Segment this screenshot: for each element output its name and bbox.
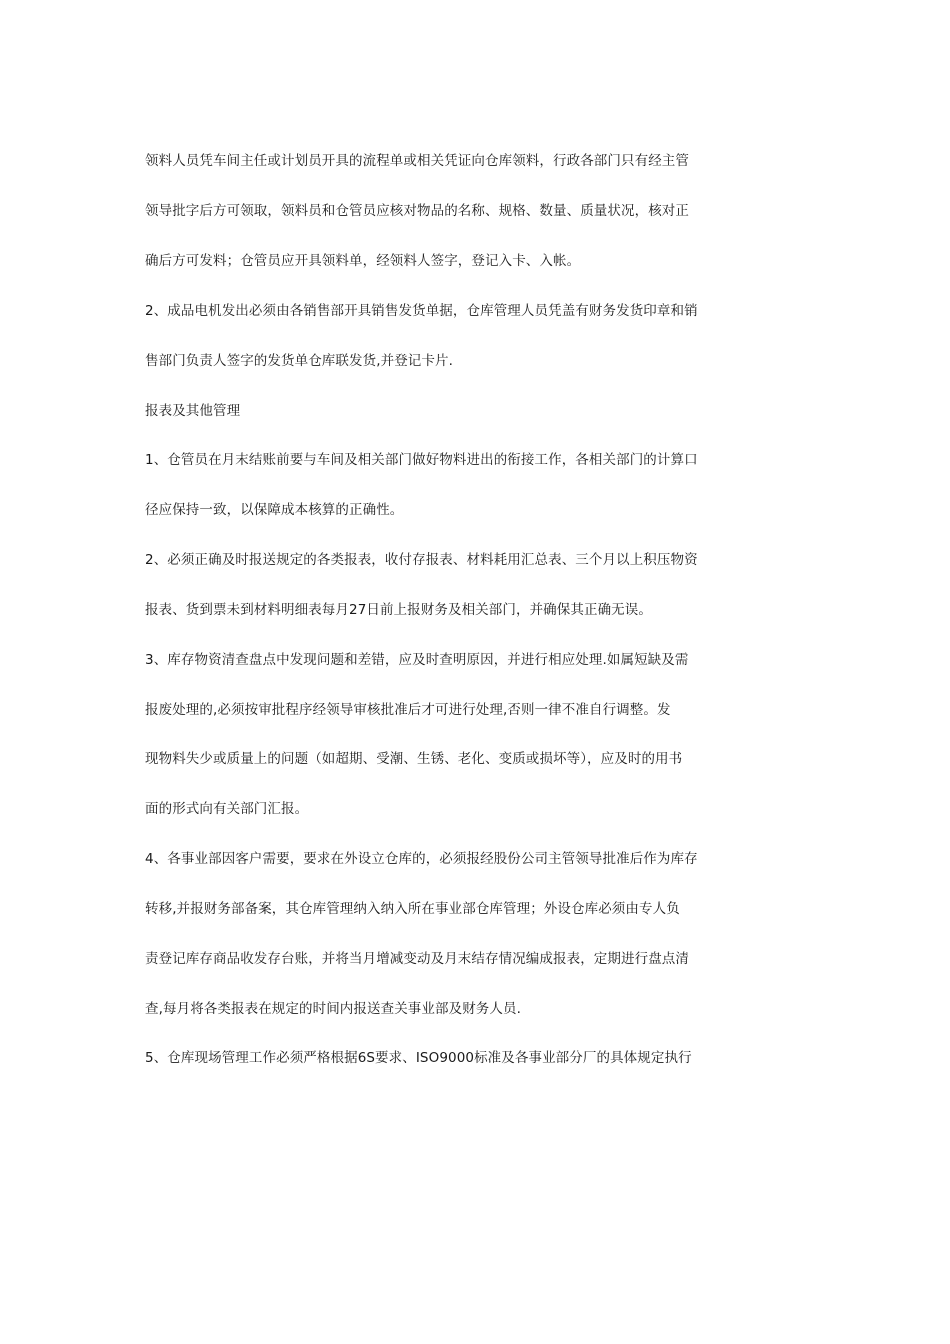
text-line: 领导批字后方可领取，领料员和仓管员应核对物品的名称、规格、数量、质量状况，核对正 — [145, 203, 689, 219]
text-line: 4、各事业部因客户需要，要求在外设立仓库的，必须报经股份公司主管领导批准后作为库存 — [145, 851, 698, 867]
text-line: 领料人员凭车间主任或计划员开具的流程单或相关凭证向仓库领料，行政各部门只有经主管 — [145, 153, 689, 169]
text-line: 2、必须正确及时报送规定的各类报表，收付存报表、材料耗用汇总表、三个月以上积压物资 — [145, 552, 698, 568]
text-line: 径应保持一致，以保障成本核算的正确性。 — [145, 502, 404, 518]
text-line: 报废处理的,必须按审批程序经领导审核批准后才可进行处理,否则一律不准自行调整。发 — [145, 702, 671, 718]
text-line: 确后方可发料；仓管员应开具领料单，经领料人签字，登记入卡、入帐。 — [145, 253, 581, 269]
text-line: 报表、货到票未到材料明细表每月27日前上报财务及相关部门，并确保其正确无误。 — [145, 602, 652, 618]
text-line: 3、库存物资清查盘点中发现问题和差错，应及时查明原因，并进行相应处理.如属短缺及需 — [145, 652, 689, 668]
text-line: 2、成品电机发出必须由各销售部开具销售发货单据，仓库管理人员凭盖有财务发货印章和销 — [145, 303, 698, 319]
text-line: 责登记库存商品收发存台账，并将当月增减变动及月末结存情况编成报表，定期进行盘点清 — [145, 951, 689, 967]
text-line: 5、仓库现场管理工作必须严格根据6S要求、ISO9000标准及各事业部分厂的具体规定执行 — [145, 1050, 692, 1066]
text-line: 转移,并报财务部备案，其仓库管理纳入纳入所在事业部仓库管理；外设仓库必须由专人负 — [145, 901, 680, 917]
text-line: 现物料失少或质量上的问题（如超期、受潮、生锈、老化、变质或损坏等），应及时的用书 — [145, 751, 683, 767]
section-heading: 报表及其他管理 — [145, 403, 241, 419]
text-line: 1、仓管员在月末结账前要与车间及相关部门做好物料进出的衔接工作，各相关部门的计算口 — [145, 452, 698, 468]
text-line: 售部门负责人签字的发货单仓库联发货,并登记卡片. — [145, 353, 453, 369]
text-line: 面的形式向有关部门汇报。 — [145, 801, 309, 817]
text-line: 查,每月将各类报表在规定的时间内报送查关事业部及财务人员. — [145, 1001, 521, 1017]
